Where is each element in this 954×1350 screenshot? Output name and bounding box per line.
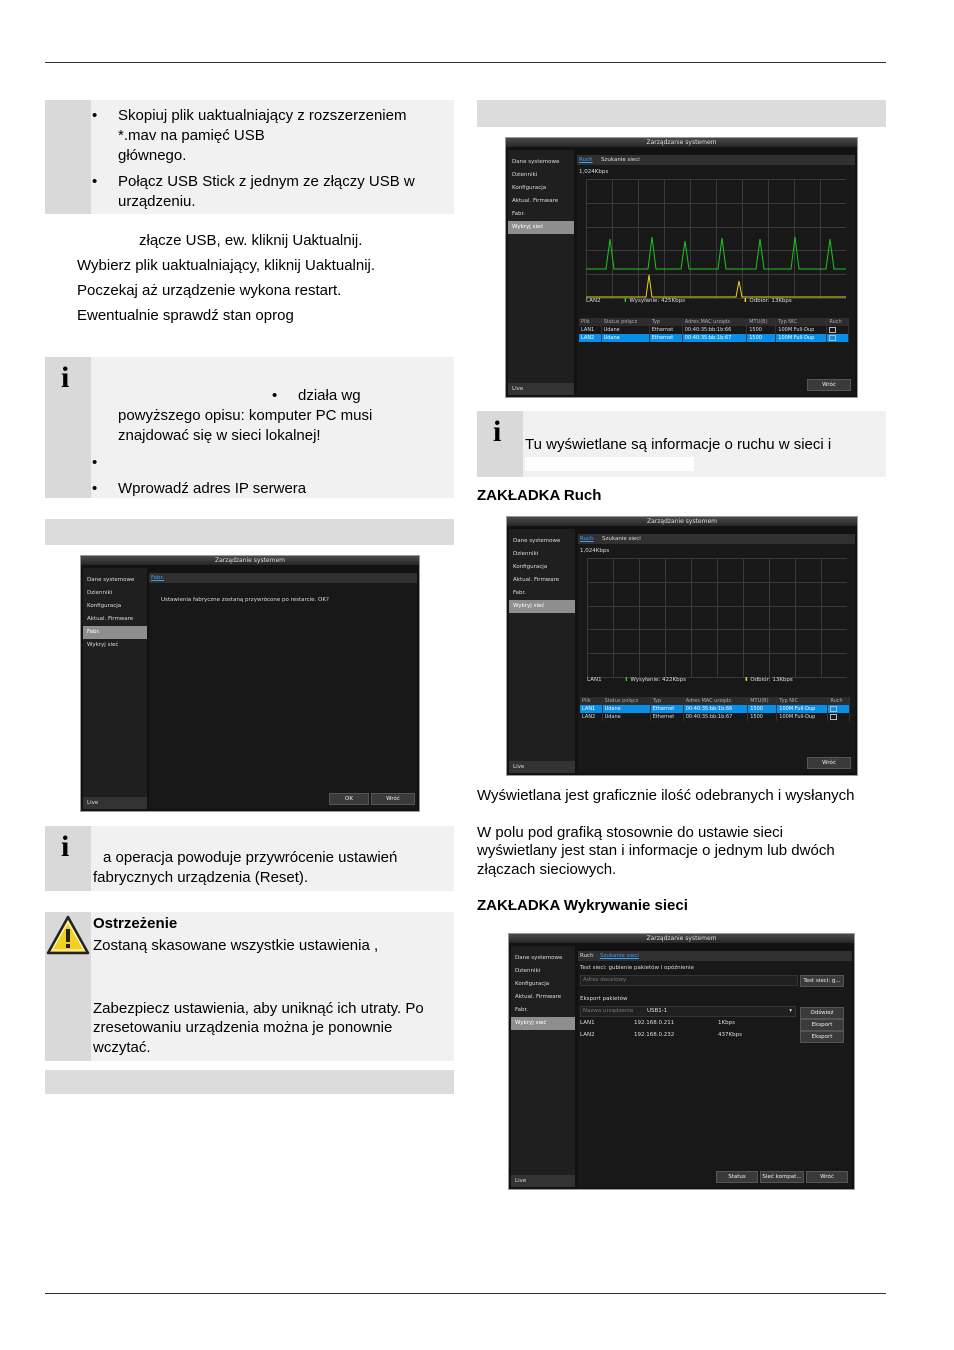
back-button[interactable]: Wróć	[806, 1171, 848, 1183]
section-bar	[45, 519, 454, 545]
col-header: Adres MAC urządz.	[682, 318, 746, 326]
network-test-button[interactable]: Test sieci: g...	[800, 975, 844, 987]
instruction-item: urządzeniu.	[118, 193, 196, 210]
export-button[interactable]: Eksport	[800, 1019, 844, 1031]
cell: 00:40:35:bb:1b:67	[682, 334, 746, 342]
bullet-marker: •	[92, 454, 98, 471]
window-title: Zarządzanie systemem	[509, 934, 854, 943]
menu-item[interactable]: Dane systemowe	[512, 159, 560, 165]
table-row[interactable]	[579, 326, 849, 334]
table-row-selected[interactable]	[580, 705, 850, 713]
col-header: Ruch	[828, 697, 850, 705]
scale-label: 1,024Kbps	[580, 548, 610, 554]
tab-bar	[149, 573, 417, 583]
test-label: Test sieci: gubienie pakietów i opóźnienie	[580, 965, 694, 971]
scale-label: 1,024Kbps	[579, 169, 609, 175]
usb-instructions-box	[45, 100, 454, 214]
cell: LAN1	[580, 705, 602, 713]
lan-ip: 192.168.0.211	[634, 1020, 675, 1026]
menu-item[interactable]: Fabr.	[512, 211, 526, 217]
device-value: USB1-1	[647, 1008, 668, 1014]
warning-text: Zabezpiecz ustawienia, aby uniknąć ich utraty. Po	[93, 1000, 424, 1017]
col-header: Status połącz	[602, 697, 650, 705]
warning-title: Ostrzeżenie	[93, 915, 178, 932]
paragraph: Wyświetlana jest graficznie ilość odebranych i wysłanych	[477, 787, 855, 804]
tab-traffic[interactable]: Ruch	[580, 953, 594, 959]
menu-item[interactable]: Dzienniki	[513, 551, 539, 557]
cell: 100M Full-Dup	[777, 713, 828, 721]
menu-item[interactable]: Konfiguracja	[515, 981, 550, 987]
col-header: Plik	[579, 318, 601, 326]
tab-traffic[interactable]: Ruch	[579, 157, 593, 163]
cell: Ethernet	[649, 334, 682, 342]
send-rate: ⬆ Wysyłanie: 422Kbps	[624, 677, 686, 683]
content-panel	[577, 155, 855, 395]
traffic-checkbox[interactable]	[827, 326, 849, 334]
info-text: • Wprowadź adres IP serwera	[118, 479, 306, 499]
instruction-item: głównego.	[118, 147, 187, 164]
side-menu	[83, 568, 147, 809]
col-header: Typ NIC	[776, 318, 827, 326]
recv-rate: ⬇ Odbiór: 13Kbps	[743, 298, 792, 304]
info-text: znajdować się w sieci lokalnej!	[118, 427, 321, 444]
traffic-graph	[586, 179, 846, 299]
menu-item[interactable]: Konfiguracja	[87, 603, 122, 609]
dvr-screen-network-search	[508, 933, 855, 1190]
menu-item[interactable]: Aktual. Firmware	[87, 616, 134, 622]
info-icon: i	[493, 415, 502, 448]
menu-item-selected[interactable]: Wykryj sieć	[511, 1017, 575, 1030]
cell: 00:40:35:bb:1b:67	[683, 713, 747, 721]
back-button[interactable]: Wróć	[807, 379, 851, 391]
window-title: Zarządzanie systemem	[506, 138, 857, 147]
target-address-input[interactable]: Adres docelowy	[580, 975, 798, 986]
menu-item[interactable]: Konfiguracja	[512, 185, 547, 191]
menu-item-selected[interactable]: Wykryj sieć	[509, 600, 575, 613]
lan-label: LAN2	[586, 298, 601, 304]
cell: Udane	[602, 713, 650, 721]
live-button[interactable]: Live	[511, 1175, 575, 1187]
refresh-button[interactable]: Odśwież	[800, 1007, 844, 1019]
cell: LAN2	[579, 334, 601, 342]
menu-item-selected[interactable]: Wykryj sieć	[508, 221, 574, 234]
paragraph: złączach sieciowych.	[477, 861, 617, 878]
dvr-screen-factory	[80, 555, 420, 812]
tab-network-search[interactable]: Szukanie sieci	[601, 157, 640, 163]
step-text: Ewentualnie sprawdź stan oprog	[77, 307, 294, 324]
menu-item-selected[interactable]: Fabr.	[83, 626, 147, 639]
col-header: Ruch	[827, 318, 849, 326]
side-menu	[509, 529, 575, 773]
menu-item[interactable]: Fabr.	[515, 1007, 529, 1013]
back-button[interactable]: Wróć	[807, 757, 851, 769]
menu-item[interactable]: Dane systemowe	[513, 538, 561, 544]
menu-item[interactable]: Dzienniki	[87, 590, 113, 596]
menu-item[interactable]: Aktual. Firmware	[515, 994, 562, 1000]
dvr-screen-traffic-lan2	[505, 137, 858, 398]
info-icon: i	[61, 830, 70, 863]
lan-rate: 1Kbps	[718, 1020, 735, 1026]
heading-traffic-tab: ZAKŁADKA Ruch	[477, 487, 602, 504]
col-header: Status połącz	[601, 318, 649, 326]
cell: LAN2	[580, 713, 602, 721]
col-header: Typ	[650, 697, 683, 705]
traffic-graph	[587, 558, 847, 678]
cell: 00:40:35:bb:1b:66	[682, 326, 746, 334]
info-text: a operacja powoduje przywrócenie ustawień	[103, 849, 398, 866]
recv-rate-text: Odbiór: 13Kbps	[750, 677, 793, 683]
warning-text: wczytać.	[93, 1039, 151, 1056]
col-header: Typ NIC	[777, 697, 828, 705]
lan-name: LAN2	[580, 1032, 595, 1038]
white-patch	[525, 457, 694, 471]
export-button[interactable]: Eksport	[800, 1031, 844, 1043]
menu-item[interactable]: Wykryj sieć	[87, 642, 119, 648]
chevron-down-icon: ▾	[789, 1008, 792, 1014]
cell: Udane	[601, 326, 649, 334]
cell: Udane	[601, 334, 649, 342]
window-title: Zarządzanie systemem	[81, 556, 419, 565]
status-button[interactable]: Status	[716, 1171, 758, 1183]
tab-bar	[578, 951, 852, 961]
info-text: powyższego opisu: komputer PC musi	[118, 407, 373, 424]
ok-button[interactable]: OK	[329, 793, 369, 805]
window-title: Zarządzanie systemem	[507, 517, 857, 526]
header-rule	[45, 62, 886, 63]
table-header	[580, 697, 850, 705]
lan-rate: 437Kbps	[718, 1032, 742, 1038]
warning-box	[45, 912, 454, 1061]
recv-rate: ⬇ Odbiór: 13Kbps	[744, 677, 793, 683]
paragraph: wyświetlany jest stan i informacje o jednym lub dwóch	[477, 842, 835, 859]
info-text: • działa wg	[298, 386, 361, 406]
nic-table	[580, 697, 850, 721]
info-icon: i	[61, 361, 70, 394]
cell: 1500	[747, 326, 776, 334]
menu-item[interactable]: Konfiguracja	[513, 564, 548, 570]
menu-item[interactable]: Aktual. Firmware	[513, 577, 560, 583]
send-rate-text: Wysyłanie: 425Kbps	[629, 298, 685, 304]
traffic-checkbox[interactable]	[828, 713, 850, 721]
instruction-item: • Skopiuj plik uaktualniający z rozszerzeniem	[118, 106, 406, 126]
step-text: Poczekaj aż urządzenie wykona restart.	[77, 282, 342, 299]
send-rate: ⬆ Wysyłanie: 425Kbps	[623, 298, 685, 304]
step-text: złącze USB, ew. kliknij Uaktualnij.	[139, 232, 363, 249]
graph-grid	[586, 179, 846, 299]
side-menu	[511, 946, 575, 1187]
recv-rate-text: Odbiór: 13Kbps	[749, 298, 792, 304]
cell: 1500	[748, 713, 777, 721]
section-bar	[45, 1070, 454, 1094]
reset-message: Ustawienia fabryczne zostaną przywrócone po restarcie. OK?	[161, 597, 329, 603]
footer-rule	[45, 1293, 886, 1294]
live-button[interactable]: Live	[509, 761, 575, 773]
tab-network-search[interactable]: Szukanie sieci	[602, 536, 641, 542]
menu-item[interactable]: Dzienniki	[515, 968, 541, 974]
cell: 1500	[747, 334, 776, 342]
cell: Udane	[602, 705, 650, 713]
device-label: Nazwa urządzenia	[583, 1008, 634, 1014]
menu-item[interactable]: Dane systemowe	[87, 577, 135, 583]
cell: 100M Full-Dup	[776, 326, 827, 334]
box-side-column	[45, 100, 91, 214]
send-rate-text: Wysyłanie: 422Kbps	[630, 677, 686, 683]
info-box-reset	[45, 826, 454, 891]
table-row-selected[interactable]	[579, 334, 849, 342]
lan-name: LAN1	[580, 1020, 595, 1026]
lan-ip: 192.168.0.232	[634, 1032, 675, 1038]
section-bar	[477, 100, 886, 127]
menu-item[interactable]: Fabr.	[513, 590, 527, 596]
cell: Ethernet	[650, 713, 683, 721]
tab-traffic[interactable]: Ruch	[580, 536, 594, 542]
cell: 100M Full-Dup	[776, 334, 827, 342]
lan-label: LAN1	[587, 677, 602, 683]
menu-item[interactable]: Dzienniki	[512, 172, 538, 178]
network-compat-button[interactable]: Sieć kompat...	[760, 1171, 804, 1183]
lan-row	[580, 1019, 735, 1027]
live-button[interactable]: Live	[83, 797, 147, 809]
cell: 00:40:35:bb:1b:66	[683, 705, 747, 713]
dvr-screen-traffic-lan1	[506, 516, 858, 776]
cell: Ethernet	[650, 705, 683, 713]
back-button[interactable]: Wróć	[371, 793, 415, 805]
menu-item[interactable]: Aktual. Firmware	[512, 198, 559, 204]
table-header	[579, 318, 849, 326]
cell: LAN1	[579, 326, 601, 334]
traffic-checkbox[interactable]	[827, 334, 849, 342]
paragraph: W polu pod grafiką stosownie do ustawie sieci	[477, 824, 783, 841]
col-header: MTU(B)	[747, 318, 776, 326]
graph-grid	[587, 558, 847, 678]
info-box-pc	[45, 357, 454, 498]
tab-network-search[interactable]: Szukanie sieci	[600, 953, 639, 959]
info-box-traffic	[477, 411, 886, 477]
info-text: fabrycznych urządzenia (Reset).	[93, 869, 309, 886]
nic-table	[579, 318, 849, 342]
col-header: MTU(B)	[748, 697, 777, 705]
lan-row	[580, 1031, 742, 1039]
tab-bar	[577, 155, 855, 165]
cell: 1500	[748, 705, 777, 713]
cell: 100M Full-Dup	[777, 705, 828, 713]
export-label: Eksport pakietów	[580, 996, 628, 1002]
col-header: Typ	[649, 318, 682, 326]
tab-bar	[578, 534, 855, 544]
warning-icon	[46, 915, 90, 955]
side-menu	[508, 150, 574, 395]
heading-network-search-tab: ZAKŁADKA Wykrywanie sieci	[477, 897, 688, 914]
content-panel	[149, 573, 417, 809]
col-header: Plik	[580, 697, 602, 705]
live-button[interactable]: Live	[508, 383, 574, 395]
content-panel	[578, 534, 855, 773]
cell: Ethernet	[649, 326, 682, 334]
menu-item[interactable]: Dane systemowe	[515, 955, 563, 961]
device-select[interactable]	[580, 1006, 796, 1017]
table-row[interactable]	[580, 713, 850, 721]
warning-text: Zostaną skasowane wszystkie ustawienia ,	[93, 937, 379, 954]
instruction-item: *.mav na pamięć USB	[118, 127, 265, 144]
instruction-item: • Połącz USB Stick z jednym ze złączy USB w	[118, 172, 415, 192]
tab-fabr[interactable]: Fabr.	[151, 575, 165, 581]
traffic-checkbox[interactable]	[828, 705, 850, 713]
step-text: Wybierz plik uaktualniający, kliknij Uaktualnij.	[77, 257, 376, 274]
content-panel	[578, 951, 852, 1187]
info-text: Tu wyświetlane są informacje o ruchu w sieci i	[525, 436, 832, 453]
warning-text: zresetowaniu urządzenia można je ponownie	[93, 1019, 393, 1036]
col-header: Adres MAC urządz.	[683, 697, 747, 705]
